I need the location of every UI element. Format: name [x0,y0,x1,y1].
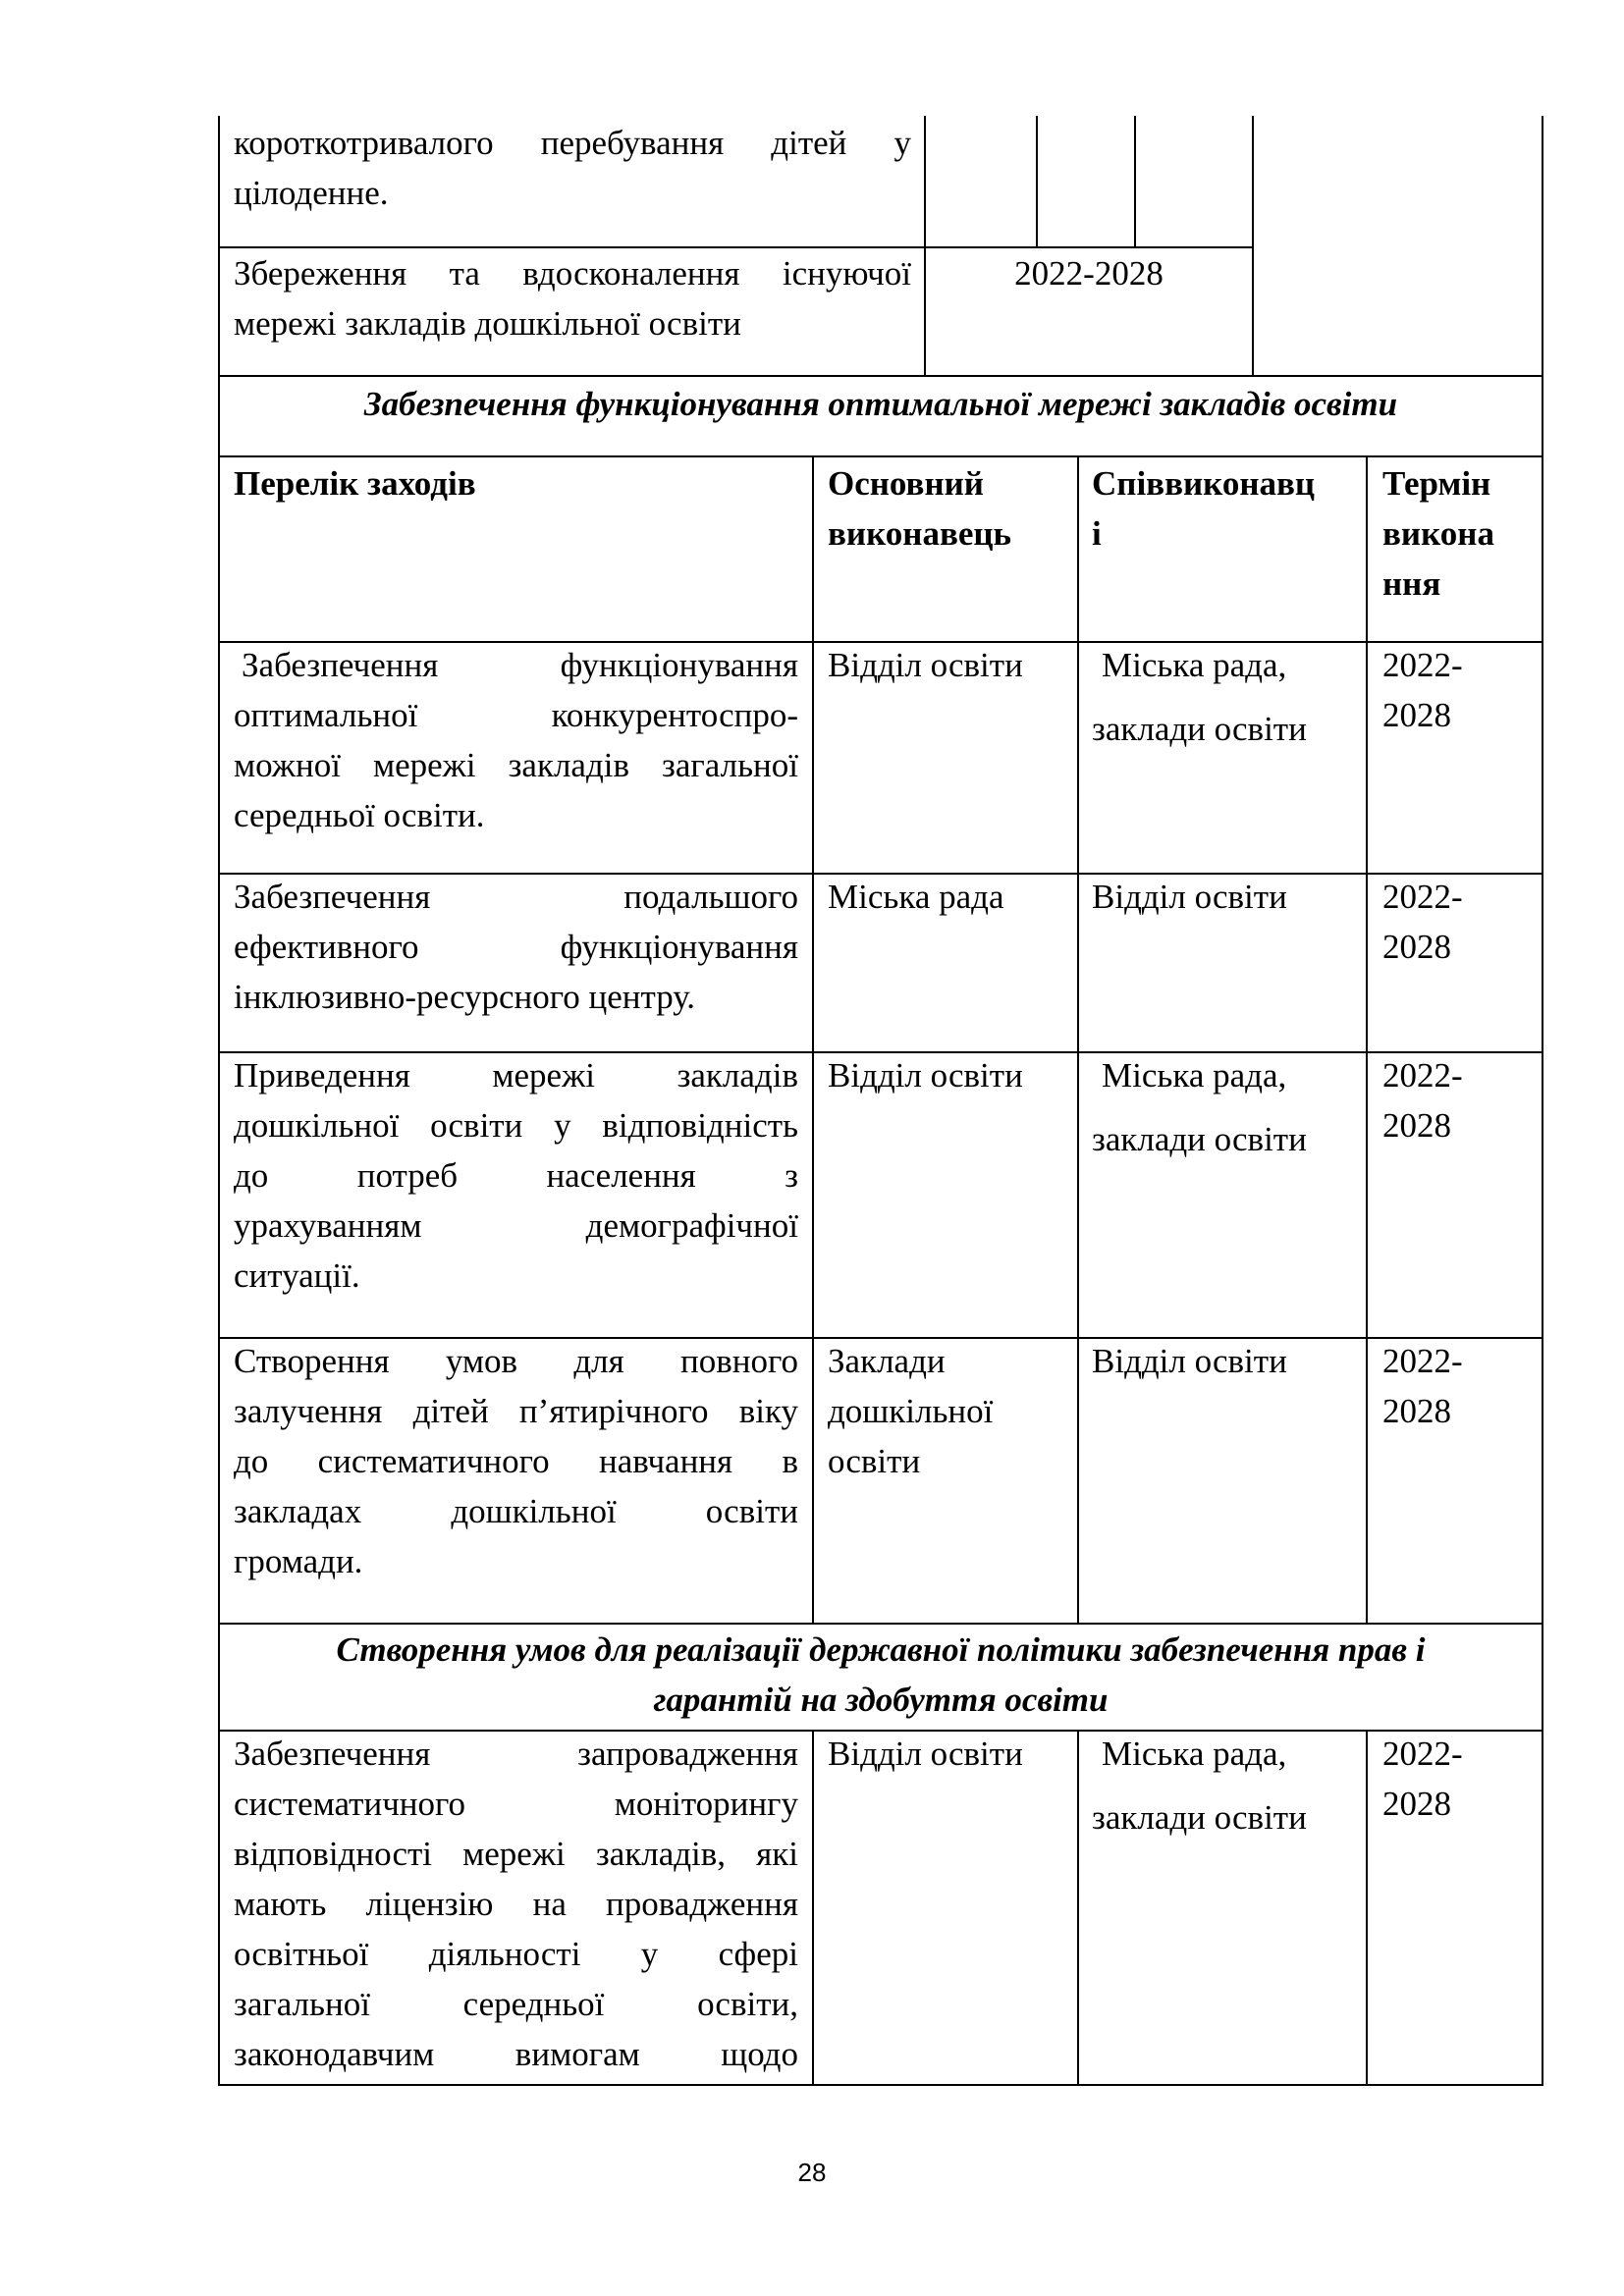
table-row-co-executors: Міська рада, заклади освіти [1092,1056,1307,1158]
table-row-measure: Приведення мережі закладів дошкільної освіти у відповідність до потреб населення з урахуванням демографічної ситуації. [234,1056,798,1295]
network-preservation-measure: Збереження та вдосконалення існуючої мережі закладів дошкільної освіти [234,254,911,343]
section-title: Створення умов для реалізації державної політики забезпечення прав і гарантій на здобуття освіти [336,1630,1426,1719]
table-row-main-executor: Заклади дошкільної освіти [828,1342,994,1480]
table-row-measure: Забезпечення запровадження систематичного моніторингу відповідності мережі закладів, які мають ліцензію на провадження освітньої діяльності у сфері загальної середньої освіти, законодавчим вимогам щодо [234,1735,798,2073]
table-row-term: 2022- 2028 [1382,1735,1463,1823]
table-row-measure: Створення умов для повного залучення дітей п’ятирічного віку до систематичного навчання в закладах дошкільної освіти громади. [234,1342,798,1580]
table-row-measure: Забезпечення подальшого ефективного функціонування інклюзивно-ресурсного центру. [234,878,798,1016]
table-row-co-executors: Відділ освіти [1092,1342,1287,1380]
table-row-main-executor: Відділ освіти [828,1735,1023,1773]
table-row-term: 2022- 2028 [1382,1342,1463,1430]
table-row-main-executor: Відділ освіти [828,1056,1023,1095]
table-row-co-executors: Відділ освіти [1092,878,1287,916]
table-row-co-executors: Міська рада, заклади освіти [1092,1735,1307,1837]
continued-measure-text: короткотривалого перебування дітей у цілоденне. [234,124,911,212]
table-row-co-executors: Міська рада, заклади освіти [1092,646,1307,748]
network-preservation-term: 2022-2028 [1014,254,1164,293]
table-row-term: 2022- 2028 [1382,1056,1463,1145]
header-term: Термін викона ння [1382,464,1494,603]
table-row-main-executor: Відділ освіти [828,646,1023,684]
section-title: Забезпечення функціонування оптимальної мережі закладів освіти [363,385,1398,423]
table-row-term: 2022- 2028 [1382,878,1463,966]
page-number: 28 [797,2158,827,2187]
table-row-term: 2022- 2028 [1382,646,1463,734]
table-row-main-executor: Міська рада [828,878,1004,916]
table-row-measure: Забезпечення функціонування оптимальної конкурентоспро- можної мережі закладів загальної середньої освіти. [234,646,798,834]
header-co-executors: Співвиконавц і [1092,464,1316,553]
header-measures: Перелік заходів [234,464,476,503]
header-main-executor: Основний виконавець [828,464,1012,553]
